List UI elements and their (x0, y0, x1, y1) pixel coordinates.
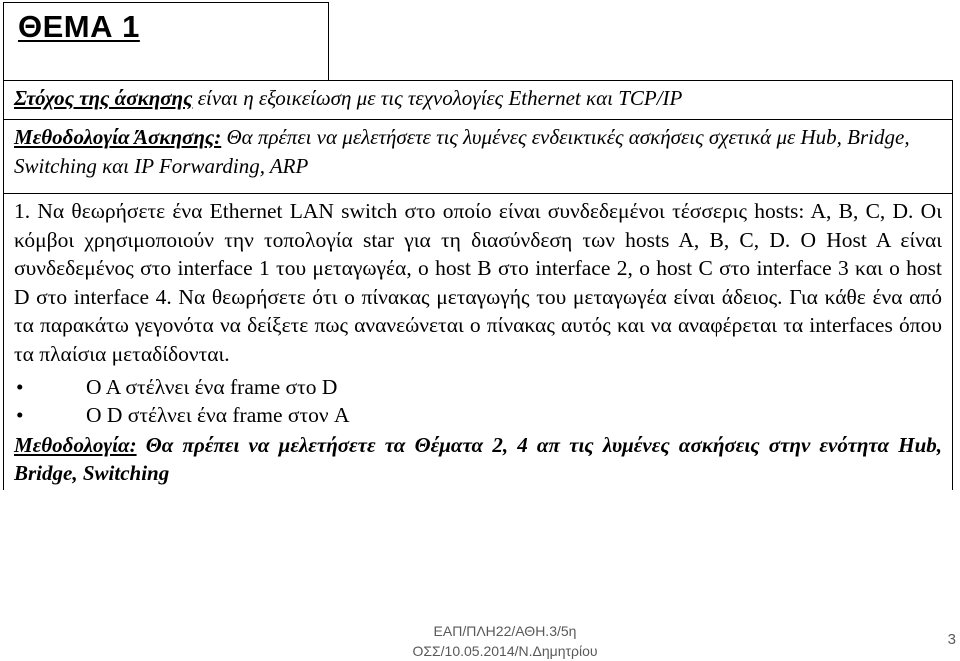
methodology-exercise-paragraph (4, 119, 952, 181)
footer-line-1: ΕΑΠ/ΠΛΗ22/ΑΘΗ.3/5η (433, 623, 577, 639)
methodology-exercise-row (4, 119, 952, 194)
question-text: 1. Να θεωρήσετε ένα Ethernet LAN switch στο οποίο είναι συνδεδεμένοι τέσσερις hosts: A, B, C, D. Οι κόμβοι χρησιμοποιούν την τοπολογία star για τη διασύνδεση των hosts A, B, C, D. O Host A είναι συνδεδεμένος στο interface 1 του μεταγωγέα, ο host B στο interface 2, ο host C στο interface 3 και ο host D στο interface 4. Να θεωρήσετε ότι ο πίνακας μεταγωγής του μεταγωγέα είναι άδειος. Για κάθε ένα από τα παρακάτω γεγονότα να δείξετε πως ανανεώνεται ο πίνακας αυτός και να αναφέρεται τα interfaces όπου τα πλαίσια μεταδίδονται. (14, 199, 942, 366)
bullet-icon: • (16, 374, 24, 399)
goal-label: Στόχος της άσκησης (14, 86, 193, 110)
methodology-text: Θα πρέπει να μελετήσετε τα Θέματα 2, 4 απ τις λυμένες ασκήσεις στην ενότητα Hub, Bridge, Switching (14, 432, 942, 485)
event-text: O A στέλνει ένα frame στο D (86, 374, 338, 399)
footer (380, 621, 630, 661)
question-row (4, 193, 952, 490)
page-title: ΘΕΜΑ 1 (18, 9, 140, 44)
methodology-label: Μεθοδολογία: (14, 432, 137, 457)
footer-line-2: ΟΣΣ/10.05.2014/Ν.Δημητρίου (412, 643, 598, 659)
goal-paragraph (4, 81, 952, 112)
page-number: 3 (947, 631, 956, 648)
bullet-icon: • (16, 402, 24, 427)
list-item (4, 373, 952, 401)
goal-text: είναι η εξοικείωση με τις τεχνολογίες Ethernet και TCP/IP (192, 86, 683, 110)
title-box (3, 2, 329, 80)
methodology-paragraph (4, 429, 952, 487)
methodology-exercise-text: Θα πρέπει να μελετήσετε τις λυμένες ενδεικτικές ασκήσεις σχετικά με Hub, Bridge, Switching και IP Forwarding, ARP (14, 125, 910, 178)
methodology-exercise-label: Μεθοδολογία Άσκησης: (14, 125, 222, 149)
event-list (4, 373, 952, 429)
event-text: O D στέλνει ένα frame στον A (86, 402, 350, 427)
exercise-sheet (3, 80, 953, 490)
list-item (4, 401, 952, 429)
goal-row (4, 81, 952, 120)
